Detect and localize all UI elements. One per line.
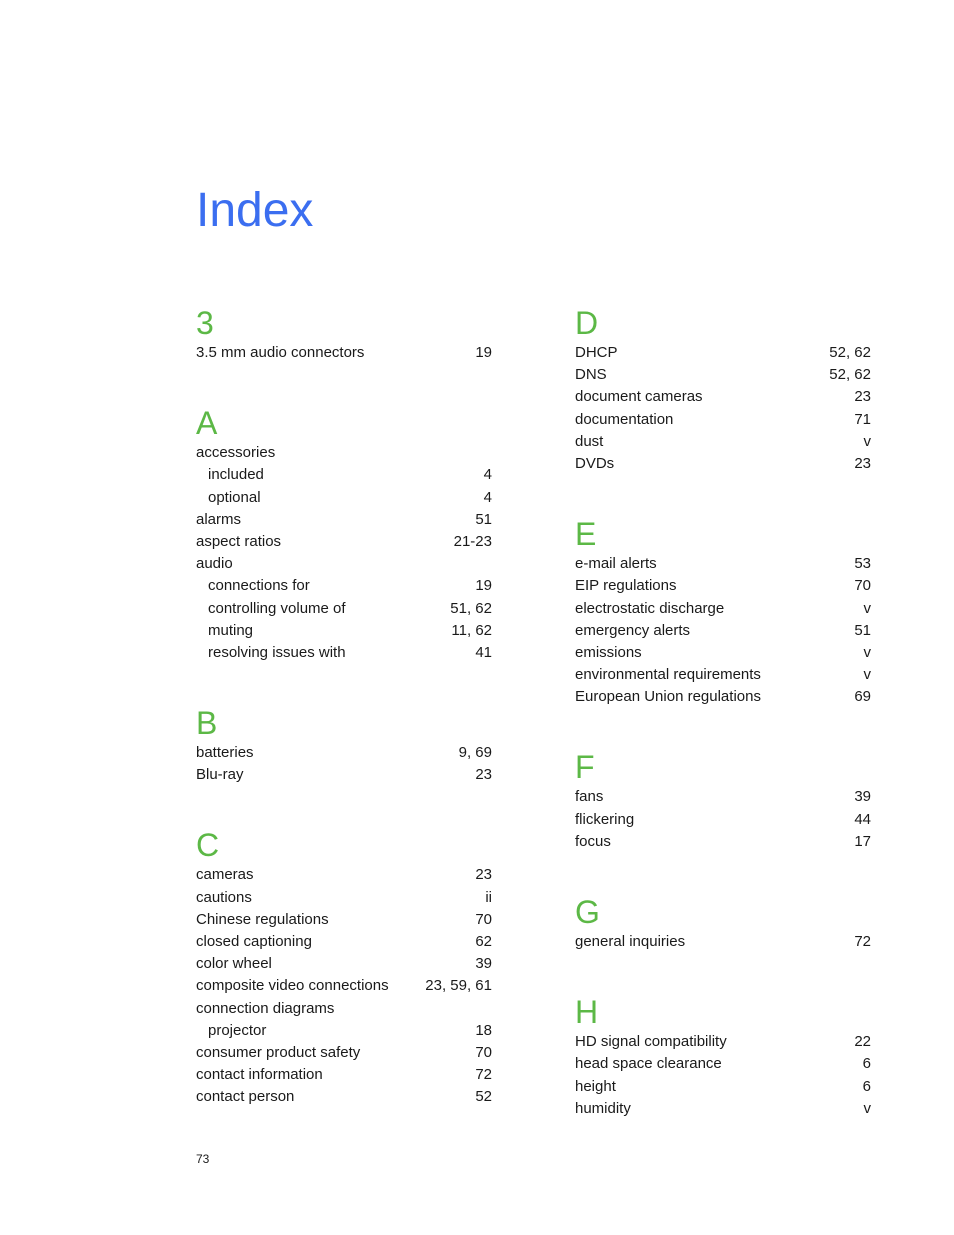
section-letter: C xyxy=(196,827,220,864)
entry-term: DHCP xyxy=(575,344,618,361)
entry-term: contact information xyxy=(196,1066,323,1084)
entry-pages: 22 xyxy=(854,1033,871,1051)
entry-pages: v xyxy=(863,432,871,450)
index-subentry xyxy=(196,642,492,664)
entry-pages: 19 xyxy=(475,344,492,361)
index-entry xyxy=(196,975,492,997)
index-entry xyxy=(575,1098,871,1120)
index-section-c xyxy=(196,826,492,1108)
index-entry xyxy=(575,364,871,386)
index-entry xyxy=(575,786,871,808)
entry-term: cameras xyxy=(196,866,254,884)
entry-pages: 44 xyxy=(854,810,871,828)
entry-term: humidity xyxy=(575,1099,631,1117)
index-entry xyxy=(575,553,871,575)
entry-term: 3.5 mm audio connectors xyxy=(196,344,365,361)
entry-term: Blu-ray xyxy=(196,766,244,784)
index-entry xyxy=(575,342,871,364)
entry-pages: 4 xyxy=(483,488,492,506)
entry-term: general inquiries xyxy=(575,933,686,950)
index-entry xyxy=(575,931,871,953)
index-entry xyxy=(575,1053,871,1075)
entry-pages: 17 xyxy=(854,832,871,850)
entry-pages: 51 xyxy=(854,621,871,639)
entry-pages: 51, 62 xyxy=(450,599,492,617)
index-entry xyxy=(196,1042,492,1064)
entry-term: fans xyxy=(575,788,604,806)
entry-term: color wheel xyxy=(196,955,272,973)
entry-pages: 11, 62 xyxy=(451,621,492,639)
section-letter: B xyxy=(196,705,218,742)
entry-term: aspect ratios xyxy=(196,532,282,550)
section-letter: H xyxy=(575,994,599,1031)
index-section-e xyxy=(575,515,871,708)
index-entry xyxy=(196,1064,492,1086)
entry-term: optional xyxy=(208,488,261,506)
entry-term: e-mail alerts xyxy=(575,555,657,573)
index-entry xyxy=(196,764,492,786)
entry-term: documentation xyxy=(575,410,674,428)
entry-term: controlling volume of xyxy=(208,599,346,617)
index-entry xyxy=(575,664,871,686)
page-title: Index xyxy=(196,184,314,237)
index-subentry xyxy=(196,487,492,509)
index-subentry xyxy=(196,598,492,620)
entry-pages: v xyxy=(863,1099,871,1117)
entry-pages: 71 xyxy=(854,410,871,428)
index-section-f xyxy=(575,748,871,853)
entry-term: HD signal compatibility xyxy=(575,1033,727,1051)
entry-term: cautions xyxy=(196,888,252,906)
index-section-d xyxy=(575,304,871,475)
page-number: 73 xyxy=(196,1152,210,1166)
entry-pages: 9, 69 xyxy=(458,744,492,762)
entry-term: environmental requirements xyxy=(575,666,761,684)
index-subentry xyxy=(196,620,492,642)
entry-term: closed captioning xyxy=(196,933,312,950)
index-subentry xyxy=(196,1020,492,1042)
entry-pages: 52 xyxy=(475,1088,492,1106)
section-letter: D xyxy=(575,305,599,341)
index-entry xyxy=(575,598,871,620)
index-entry xyxy=(575,1076,871,1098)
index-entry xyxy=(575,1031,871,1053)
index-entry xyxy=(575,642,871,664)
index-entry xyxy=(575,686,871,708)
entry-pages: ii xyxy=(485,888,492,906)
entry-term: European Union regulations xyxy=(575,688,761,706)
entry-term: composite video connections xyxy=(196,977,389,995)
entry-term: emissions xyxy=(575,643,642,661)
section-letter: 3 xyxy=(196,305,214,341)
index-column-left xyxy=(196,300,492,1149)
entry-pages: v xyxy=(863,643,871,661)
entry-term: EIP regulations xyxy=(575,577,677,595)
entry-term: flickering xyxy=(575,810,635,828)
entry-pages: 23, 59, 61 xyxy=(425,977,492,995)
entry-term: resolving issues with xyxy=(208,643,346,661)
entry-term: muting xyxy=(208,621,254,639)
entry-pages: 23 xyxy=(475,766,492,784)
entry-pages: v xyxy=(863,599,871,617)
section-letter: A xyxy=(196,405,218,442)
entry-pages: 39 xyxy=(475,955,492,973)
entry-pages: 72 xyxy=(475,1066,492,1084)
entry-term: consumer product safety xyxy=(196,1043,361,1061)
index-entry xyxy=(575,575,871,597)
entry-term: batteries xyxy=(196,744,254,762)
section-letter: E xyxy=(575,516,597,553)
entry-pages: 72 xyxy=(854,933,871,950)
entry-term: audio xyxy=(196,555,233,573)
section-letter: G xyxy=(575,894,600,930)
entry-pages: 4 xyxy=(483,466,492,484)
entry-pages: 19 xyxy=(475,577,492,595)
entry-pages: 70 xyxy=(854,577,871,595)
index-entry xyxy=(196,931,492,953)
index-subentry xyxy=(196,464,492,486)
section-letter: F xyxy=(575,749,595,786)
index-entry xyxy=(196,553,492,575)
entry-pages: 23 xyxy=(475,866,492,884)
entry-pages: 52, 62 xyxy=(829,344,871,361)
index-entry xyxy=(575,409,871,431)
index-entry xyxy=(575,386,871,408)
entry-term: contact person xyxy=(196,1088,295,1106)
entry-pages: 6 xyxy=(862,1055,871,1073)
entry-pages: 18 xyxy=(475,1021,492,1039)
entry-term: document cameras xyxy=(575,388,703,406)
entry-pages: 51 xyxy=(475,510,492,528)
entry-pages: 52, 62 xyxy=(829,366,871,384)
entry-term: emergency alerts xyxy=(575,621,691,639)
index-column-right xyxy=(575,300,871,1160)
entry-term: dust xyxy=(575,432,604,450)
entry-pages: 70 xyxy=(475,1043,492,1061)
entry-pages: 53 xyxy=(854,555,871,573)
entry-term: alarms xyxy=(196,510,242,528)
entry-term: connection diagrams xyxy=(196,999,335,1017)
entry-pages: 39 xyxy=(854,788,871,806)
entry-term: included xyxy=(208,466,264,484)
entry-pages: 23 xyxy=(854,388,871,406)
index-section-3 xyxy=(196,304,492,364)
index-entry xyxy=(575,431,871,453)
index-section-g xyxy=(575,893,871,953)
index-entry xyxy=(575,831,871,853)
entry-term: connections for xyxy=(208,577,310,595)
index-entry xyxy=(196,1086,492,1108)
entry-term: accessories xyxy=(196,444,276,462)
index-entry xyxy=(575,620,871,642)
index-entry xyxy=(196,509,492,531)
index-entry xyxy=(196,342,492,364)
index-section-a xyxy=(196,404,492,664)
entry-term: height xyxy=(575,1077,616,1095)
index-entry xyxy=(575,809,871,831)
entry-term: projector xyxy=(208,1021,267,1039)
entry-pages: v xyxy=(863,666,871,684)
entry-pages: 41 xyxy=(475,643,492,661)
index-entry xyxy=(196,531,492,553)
entry-term: Chinese regulations xyxy=(196,910,329,928)
entry-term: electrostatic discharge xyxy=(575,599,725,617)
index-entry xyxy=(196,953,492,975)
index-section-b xyxy=(196,704,492,786)
index-entry xyxy=(196,887,492,909)
index-entry xyxy=(196,909,492,931)
entry-term: DVDs xyxy=(575,454,615,472)
index-entry xyxy=(196,864,492,886)
entry-pages: 21-23 xyxy=(453,532,492,550)
entry-pages: 6 xyxy=(862,1077,871,1095)
entry-term: focus xyxy=(575,832,611,850)
entry-term: head space clearance xyxy=(575,1055,722,1073)
index-entry xyxy=(196,442,492,464)
entry-pages: 69 xyxy=(854,688,871,706)
entry-pages: 23 xyxy=(854,454,871,472)
index-entry xyxy=(196,998,492,1020)
index-entry xyxy=(575,453,871,475)
entry-pages: 70 xyxy=(475,910,492,928)
index-entry xyxy=(196,742,492,764)
entry-pages: 62 xyxy=(475,933,492,950)
index-subentry xyxy=(196,575,492,597)
index-section-h xyxy=(575,993,871,1120)
entry-term: DNS xyxy=(575,366,607,384)
